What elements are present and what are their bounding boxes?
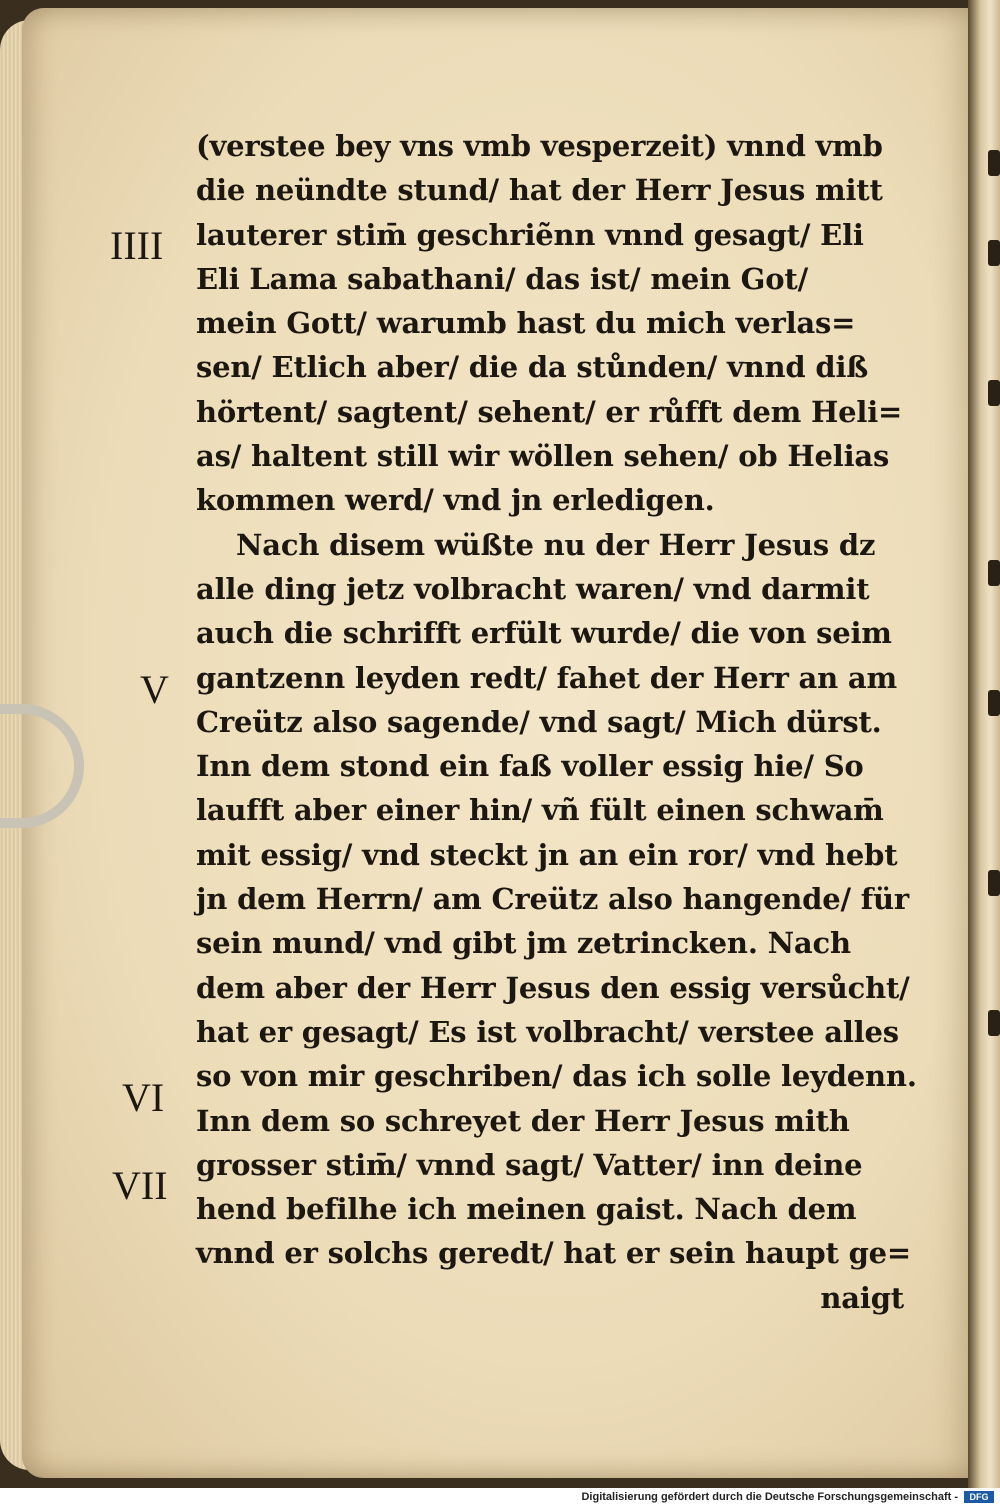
text-line: Inn dem so schreyet der Herr Jesus mith — [196, 1103, 850, 1138]
text-line: vnnd er solchs geredt/ hat er sein haupt ge= — [196, 1236, 912, 1271]
text-line: hat er gesagt/ Es ist volbracht/ verstee alles — [196, 1014, 899, 1049]
text-line: (verstee bey vns vmb vesperzeit) vnnd vmb — [196, 129, 883, 163]
facing-page-glyph — [988, 1010, 1000, 1036]
text-line: gantzenn leyden redt/ fahet der Herr an am — [196, 660, 897, 695]
text-line: hörtent/ sagtent/ sehent/ er růfft dem Heli= — [196, 394, 903, 429]
dfg-logo: DFG — [964, 1491, 994, 1503]
text-line: die neündte stund/ hat der Herr Jesus mitt — [196, 173, 883, 208]
margin-numeral-6: VI — [122, 1075, 165, 1120]
text-line: as/ haltent still wir wöllen sehen/ ob Helias — [196, 439, 890, 474]
facing-page-glyph — [988, 560, 1000, 586]
catchword: naigt — [820, 1280, 904, 1315]
text-line: sein mund/ vnd gibt jm zetrincken. Nach — [196, 926, 851, 961]
digitization-footer — [0, 1488, 1000, 1507]
text-line: auch die schrifft erfült wurde/ die von seim — [196, 616, 892, 651]
text-line: Eli Lama sabathani/ das ist/ mein Got/ — [196, 261, 808, 296]
text-line: Creütz also sagende/ vnd sagt/ Mich dürst. — [196, 704, 882, 739]
text-line: hend befilhe ich meinen gaist. Nach dem — [196, 1192, 857, 1227]
text-line: alle ding jetz volbracht waren/ vnd darmit — [196, 571, 870, 606]
facing-page-glyph — [988, 870, 1000, 896]
text-line: mit essig/ vnd steckt jn an ein ror/ vnd hebt — [196, 837, 898, 872]
text-line: lauterer stim̄ geschriẽnn vnnd gesagt/ Eli — [196, 217, 864, 252]
margin-numeral-7: VII — [112, 1163, 168, 1208]
funding-credit: Digitalisierung gefördert durch die Deutsche Forschungsgemeinschaft - — [581, 1491, 958, 1503]
page-text — [196, 124, 916, 1320]
margin-numeral-5: V — [140, 667, 169, 712]
facing-page-glyph — [988, 690, 1000, 716]
text-line: Inn dem stond ein faß voller essig hie/ So — [196, 749, 864, 784]
text-line: Nach disem wüßte nu der Herr Jesus dz — [236, 527, 876, 562]
facing-page-edge — [968, 0, 1000, 1488]
margin-numeral-4: IIII — [110, 223, 164, 268]
facing-page-glyph — [988, 150, 1000, 176]
facing-page-glyph — [988, 240, 1000, 266]
text-line: sen/ Etlich aber/ die da stůnden/ vnnd diß — [196, 350, 869, 385]
text-line: jn dem Herrn/ am Creütz also hangende/ für — [196, 882, 909, 917]
text-line: grosser stim̄/ vnnd sagt/ Vatter/ inn deine — [196, 1147, 863, 1182]
text-line: kommen werd/ vnd jn erledigen. — [196, 483, 715, 518]
text-line: so von mir geschriben/ das ich solle leydenn. — [196, 1059, 917, 1094]
text-line: dem aber der Herr Jesus den essig versůcht/ — [196, 970, 910, 1005]
facing-page-glyph — [988, 380, 1000, 406]
text-line: laufft aber einer hin/ vñ fült einen schwam̄ — [196, 793, 884, 828]
text-line: mein Gott/ warumb hast du mich verlas= — [196, 306, 856, 341]
